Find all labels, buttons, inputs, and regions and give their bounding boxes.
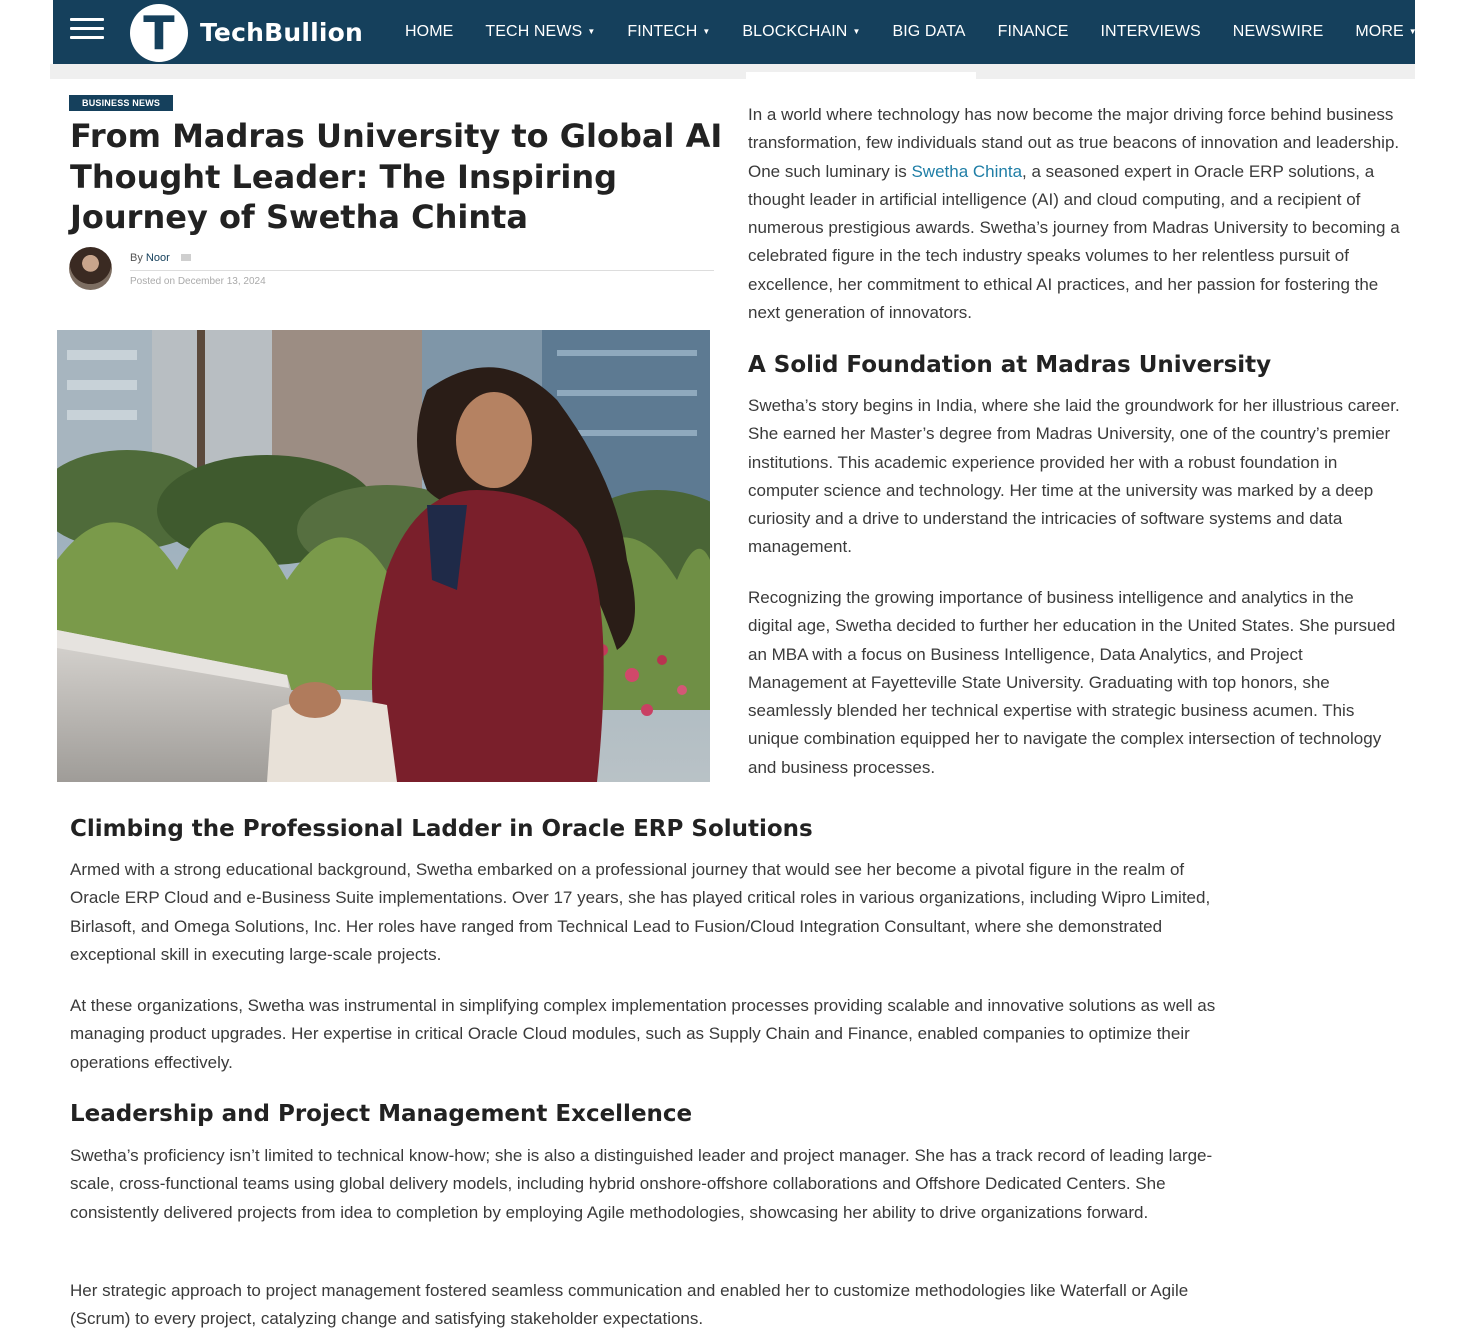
site-logo-mark[interactable]: T bbox=[130, 4, 188, 62]
nav-item-finance[interactable] bbox=[998, 23, 1069, 41]
posted-date: Posted on December 13, 2024 bbox=[130, 276, 266, 287]
author-link[interactable]: Noor bbox=[145, 252, 170, 264]
body-paragraph: Swetha’s proficiency isn’t limited to technical know-how; she is also a distinguished leader and project manager. She has a track record of leading large-scale, cross-functional teams using global delivery models, including hybrid onshore-offshore collaborations and Offshore Dedicated Centers. She consistently delivered projects from idea to completion by employing Agile methodologies, showcasing her ability to drive organizations forward. bbox=[70, 1146, 1213, 1222]
section-heading: Leadership and Project Management Excellence bbox=[70, 1101, 693, 1127]
chevron-down-icon: ▼ bbox=[587, 27, 596, 36]
nav-item-home[interactable] bbox=[405, 23, 453, 41]
category-badge[interactable]: BUSINESS NEWS bbox=[69, 95, 173, 111]
intro-paragraph bbox=[748, 101, 1400, 327]
mail-icon[interactable] bbox=[181, 254, 191, 261]
nav-item-interviews[interactable] bbox=[1101, 23, 1201, 41]
nav-item-label: HOME bbox=[405, 23, 454, 40]
byline bbox=[130, 252, 191, 264]
author-avatar[interactable] bbox=[69, 247, 112, 290]
swetha-chinta-link[interactable]: Swetha Chinta bbox=[911, 161, 1023, 181]
body-paragraph: Recognizing the growing importance of business intelligence and analytics in the digital age, Swetha decided to further her education in the United States. She pursued an MBA with a focus on Business Intelligence, Data Analytics, and Project Management at Fayetteville State University. Graduating with top honors, she seamlessly blended her technical expertise with strategic business acumen. This unique combination equipped her to navigate the complex intersection of technology and business processes. bbox=[748, 588, 1396, 777]
nav-item-tech-news[interactable] bbox=[485, 23, 595, 41]
menu-icon[interactable] bbox=[70, 18, 104, 40]
nav-item-more[interactable] bbox=[1355, 23, 1416, 41]
byline-prefix: By bbox=[130, 252, 143, 264]
site-logo-text[interactable]: TechBullion bbox=[200, 18, 364, 47]
main-nav bbox=[389, 0, 1433, 64]
top-navbar bbox=[53, 0, 1415, 64]
nav-item-label: INTERVIEWS bbox=[1100, 23, 1201, 40]
hero-photo bbox=[57, 330, 710, 782]
subheader-bar bbox=[50, 64, 1415, 79]
body-paragraph: At these organizations, Swetha was instrumental in simplifying complex implementation processes providing scalable and innovative solutions as well as managing product upgrades. Her expertise in critical Oracle Cloud modules, such as Supply Chain and Finance, enabled companies to optimize their operations effectively. bbox=[70, 996, 1216, 1072]
nav-item-label: BLOCKCHAIN bbox=[742, 23, 848, 40]
nav-item-big-data[interactable] bbox=[892, 23, 965, 41]
nav-item-blockchain[interactable] bbox=[742, 23, 860, 41]
chevron-down-icon: ▼ bbox=[702, 27, 711, 36]
section-heading: Climbing the Professional Ladder in Oracle ERP Solutions bbox=[70, 816, 813, 842]
hero-photo-illustration bbox=[57, 330, 710, 782]
byline-divider bbox=[130, 270, 714, 271]
nav-item-fintech[interactable] bbox=[627, 23, 710, 41]
section-heading: A Solid Foundation at Madras University bbox=[748, 352, 1272, 378]
intro-text-start: In a world where technology has now become the major driving force behind business transformation, few individuals stand out as true beacons of innovation and leadership. One such luminary is bbox=[748, 105, 1400, 181]
nav-item-label: BIG DATA bbox=[892, 23, 966, 40]
chevron-down-icon: ▼ bbox=[852, 27, 861, 36]
body-paragraph: Armed with a strong educational background, Swetha embarked on a professional journey that would see her become a pivotal figure in the realm of Oracle ERP Cloud and e-Business Suite implementations. Over 17 years, she has played critical roles in various organizations, including Wipro Limited, Birlasoft, and Omega Solutions, Inc. Her roles have ranged from Technical Lead to Fusion/Cloud Integration Consultant, where she demonstrated exceptional skill in executing large-scale projects. bbox=[70, 860, 1211, 964]
nav-item-label: MORE bbox=[1355, 23, 1404, 40]
nav-item-newswire[interactable] bbox=[1233, 23, 1324, 41]
body-paragraph: Swetha’s story begins in India, where she laid the groundwork for her illustrious career. She earned her Master’s degree from Madras University, one of the country’s premier institutions. This academic experience provided her with a robust foundation in computer science and technology. Her time at the university was marked by a deep curiosity and a drive to understand the intricacies of software systems and data management. bbox=[748, 396, 1400, 557]
nav-item-label: FINANCE bbox=[997, 23, 1069, 40]
chevron-down-icon: ▼ bbox=[1408, 27, 1417, 36]
nav-item-label: FINTECH bbox=[627, 23, 698, 40]
body-paragraph: Her strategic approach to project management fostered seamless communication and enabled her to customize methodologies like Waterfall or Agile (Scrum) to every project, catalyzing change and satisfying stakeholder expectations. bbox=[70, 1281, 1189, 1329]
article-title: From Madras University to Global AI Thought Leader: The Inspiring Journey of Swetha Chinta bbox=[70, 117, 723, 236]
intro-text-end: , a seasoned expert in Oracle ERP solutions, a thought leader in artificial intelligence (AI) and cloud computing, and a recipient of numerous prestigious awards. Swetha’s journey from Madras University to becoming a celebrated figure in the tech industry speaks volumes to her relentless pursuit of excellence, her commitment to ethical AI practices, and her passion for fostering the next generation of innovators. bbox=[748, 161, 1400, 323]
nav-item-label: TECH NEWS bbox=[485, 23, 583, 40]
nav-item-label: NEWSWIRE bbox=[1232, 23, 1324, 40]
subheader-tab bbox=[746, 72, 976, 79]
